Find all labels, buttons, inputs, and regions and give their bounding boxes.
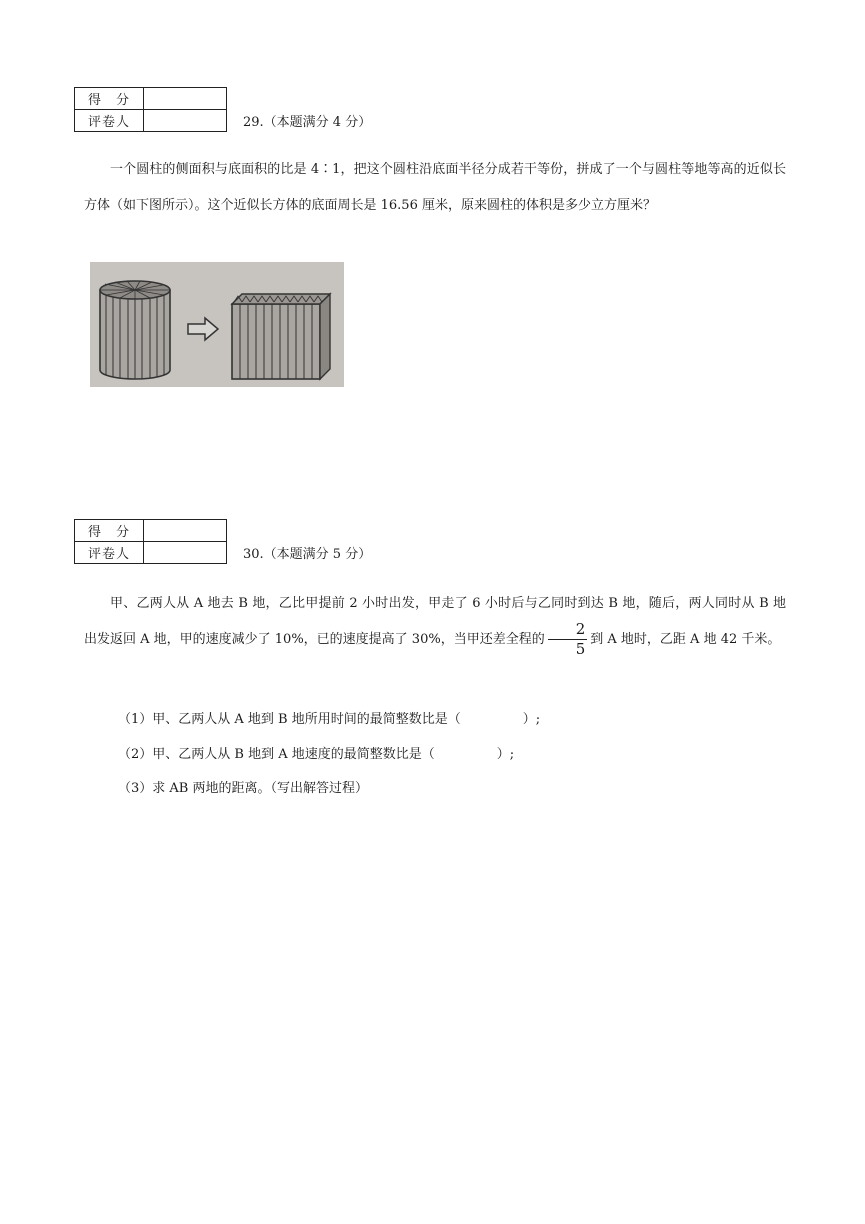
grader-label: 评卷人 — [75, 542, 144, 564]
sub-question-2 — [118, 743, 514, 762]
grader-value-cell[interactable] — [144, 542, 227, 564]
score-value-cell[interactable] — [144, 520, 227, 542]
fraction-numerator: 2 — [548, 622, 588, 640]
grader-value-cell[interactable] — [144, 110, 227, 132]
sub-question-3: （3）求 AB 两地的距离。（写出解答过程） — [118, 781, 368, 796]
sub-question-1 — [118, 708, 540, 727]
score-label: 得 分 — [75, 88, 144, 110]
question-29-header: 29.（本题满分 4 分） — [243, 115, 372, 130]
question-30-text-part2: 到 A 地时，乙距 A 地 42 千米。 — [590, 632, 781, 647]
question-30-text — [84, 586, 786, 658]
score-value-cell[interactable] — [144, 88, 227, 110]
question-30-text-part1: 甲、乙两人从 A 地去 B 地，乙比甲提前 2 小时出发，甲走了 6 小时后与乙同时到达 B 地，随后，两人同时从 B 地出发返回 A 地，甲的速度减少了 10%，已的速度提高了 30%，当甲还差全程的 — [84, 596, 786, 647]
fraction-denominator: 5 — [575, 640, 586, 658]
score-box-30 — [74, 519, 227, 564]
sub-question-1-suffix: ）; — [522, 712, 541, 727]
score-box-29 — [74, 87, 227, 132]
question-30-header: 30.（本题满分 5 分） — [243, 547, 372, 562]
cylinder-illustration — [100, 281, 170, 379]
sub-question-2-prefix: （2）甲、乙两人从 B 地到 A 地速度的最简整数比是（ — [118, 747, 435, 762]
score-label: 得 分 — [75, 520, 144, 542]
fraction-two-fifths — [548, 622, 588, 657]
cylinder-to-cuboid-figure — [90, 262, 344, 387]
sub-question-2-suffix: ）; — [496, 747, 515, 762]
cuboid-illustration — [232, 294, 330, 379]
question-29-text: 一个圆柱的侧面积与底面积的比是 4∶1，把这个圆柱沿底面半径分成若干等份，拼成了一个与圆柱等地等高的近似长方体（如下图所示）。这个近似长方体的底面周长是 16.56 厘米，原来圆柱的体积是多少立方厘米？ — [84, 162, 786, 213]
sub-question-1-prefix: （1）甲、乙两人从 A 地到 B 地所用时间的最简整数比是（ — [118, 712, 461, 727]
grader-label: 评卷人 — [75, 110, 144, 132]
